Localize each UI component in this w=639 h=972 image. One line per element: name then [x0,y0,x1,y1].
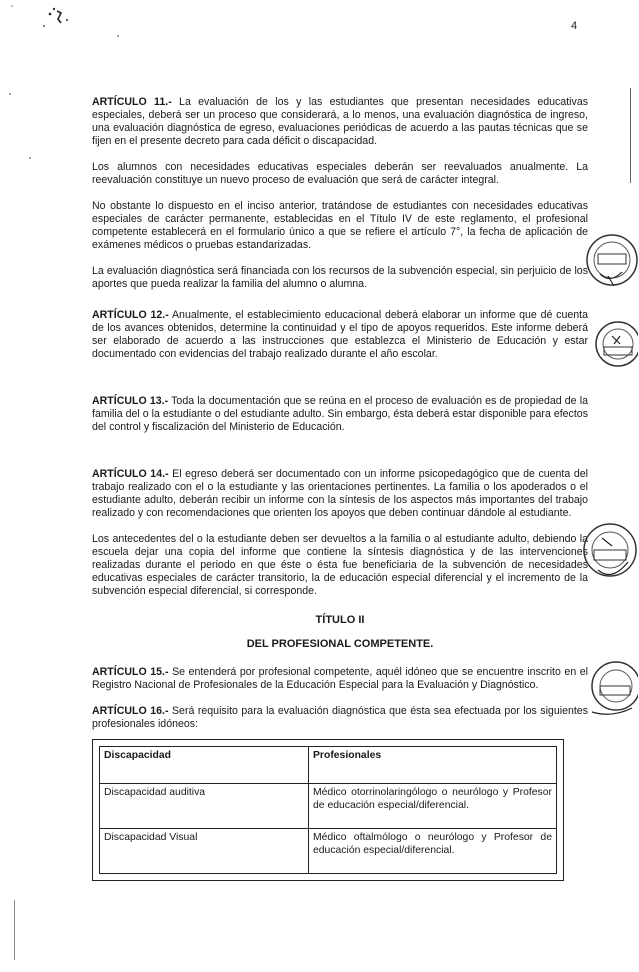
table-cell: Médico otorrinolaringólogo o neurólogo y Profesor de educación especial/diferencial. [309,784,557,829]
professionals-table-frame [92,739,564,881]
paragraph-article-14: ARTÍCULO 14.- El egreso deberá ser documentado con un informe psicopedagógico que de cuenta del trabajo realizado con el o la estudiante y las orientaciones pertinentes. La familia o los apoderados o el estudiante adulto, deberán recibir un informe con la síntesis de los aspectos más importantes del trabajo realizado y con recomendaciones que orienten los apoyos que deben continuar dándole al estudiante. [92,468,588,519]
professionals-table [99,746,557,874]
table-header-cell: Profesionales [309,747,557,784]
table-header-cell: Discapacidad [100,747,309,784]
table-cell: Médico oftalmólogo o neurólogo y Profesor de educación especial/diferencial. [309,829,557,874]
paragraph-article-11: ARTÍCULO 11.- La evaluación de los y las estudiantes que presentan necesidades educativas especiales, deberá ser un proceso que considerará, a lo menos, una evaluación diagnóstica de ingreso, una evaluación diagnóstica de egreso, evaluaciones periódicas de acuerdo a las pautas técnicas que se fijen en el presente decreto para cada déficit o discapacidad. [92,96,589,147]
table-row [100,784,557,829]
paragraph-reevaluation: Los alumnos con necesidades educativas especiales deberán ser reevaluados anualmente. La reevaluación constituye un nuevo proceso de evaluación que será de carácter integral. [92,161,588,186]
table-cell: Discapacidad Visual [100,829,309,874]
paragraph-permanent-needs: No obstante lo dispuesto en el inciso anterior, tratándose de estudiantes con necesidades educativas especiales de carácter permanente, establecidas en el Título IV de este reglamento, el profesional competente establecerá en el formulario único a que se refiere el artículo 7°, la fecha de aplicación de exámenes médicos o pruebas estandarizadas. [92,200,588,251]
paragraph-funding: La evaluación diagnóstica será financiada con los recursos de la subvención especial, sin perjuicio de los aportes que pueda realizar la familia del alumno o alumna. [92,265,588,290]
section-title: TÍTULO II [315,614,365,626]
scan-edge-line [14,900,15,960]
page-number: 4 [571,20,578,32]
paragraph-article-15: ARTÍCULO 15.- Se entenderá por profesional competente, aquél idóneo que se encuentre inscrito en el Registro Nacional de Profesionales de la Educación Especial para la Evaluación y Diagnóstico. [92,666,588,691]
document-body [92,96,588,881]
section-subtitle: DEL PROFESIONAL COMPETENTE. [246,638,434,650]
paragraph-article-13: ARTÍCULO 13.- Toda la documentación que se reúna en el proceso de evaluación es de propiedad de la familia del o la estudiante o del estudiante adulto. Sin embargo, ésta deberá estar disponible para efectos del control y fiscalización del Ministerio de Educación. [92,395,588,433]
paragraph-article-16: ARTÍCULO 16.- Será requisito para la evaluación diagnóstica que ésta sea efectuada por los siguientes profesionales idóneos: [92,705,588,730]
official-stamp [590,318,638,370]
table-cell: Discapacidad auditiva [100,784,309,829]
official-stamp [578,518,638,582]
table-header-row [100,747,557,784]
official-stamp [582,230,638,290]
table-row [100,829,557,874]
paragraph-student-records: Los antecedentes del o la estudiante deben ser devueltos a la familia o al estudiante adulto, debiendo la escuela dejar una copia del informe que contiene la síntesis diagnóstica y de las intervenciones realizadas durante el periodo en que éste o ésta fue beneficiaria de la subvención de necesidades educativas especiales de carácter transitorio, la de educación especial diferencial y el incremento de la subvención especial diferencial, si corresponde. [92,533,588,597]
paragraph-article-12: ARTÍCULO 12.- Anualmente, el establecimiento educacional deberá elaborar un informe que dé cuenta de los avances obtenidos, determine la continuidad y el tipo de apoyos requeridos. Este informe deberá ser elaborado de acuerdo a las instrucciones que establezca el Ministerio de Educación y estar documentado con evidencias del trabajo realizado durante el año escolar. [92,309,588,360]
official-stamp [586,656,638,720]
scan-edge-line [630,88,631,183]
